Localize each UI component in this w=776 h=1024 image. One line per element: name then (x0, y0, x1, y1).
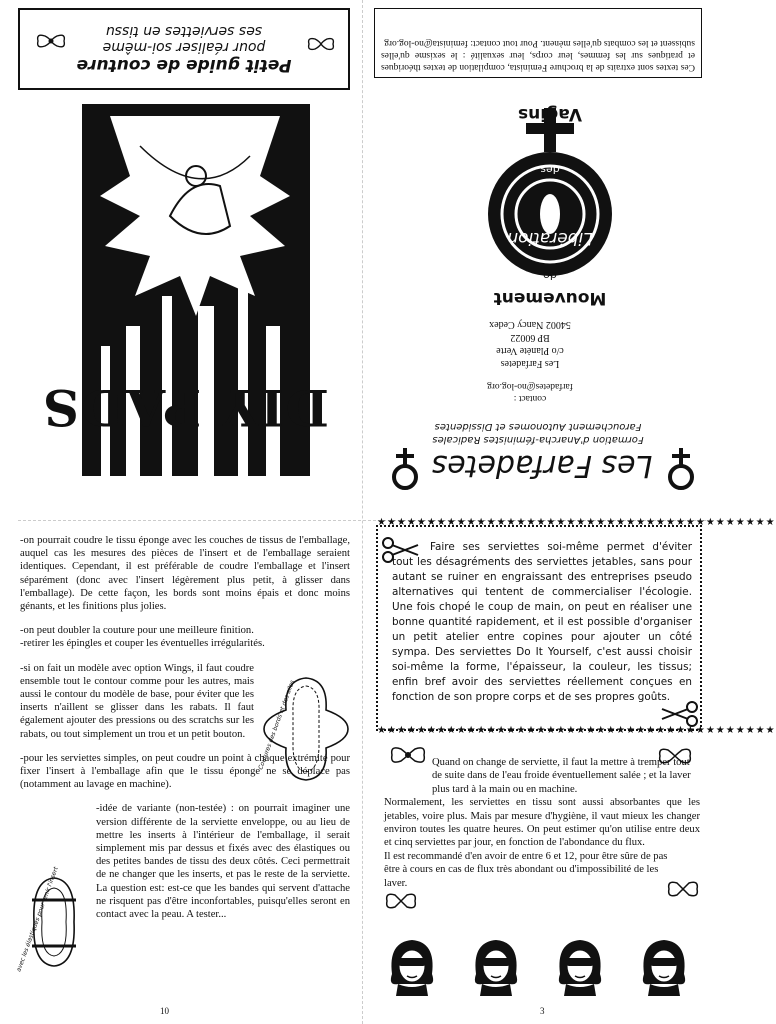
venus-symbol-icon (664, 446, 698, 494)
intro-paragraph: Faire ses serviettes soi-même permet d'éviter tout les désagréments des serviettes jetables, sans pour autant se ruiner en engraissant des entreprises pseudo alternatives qui tentent de commercialiser l'écologie. Une fois chopé le coup de main, on peut en réaliser une bonne quantité rapidement, et il est possible d'organiser un petit atelier entre copines pour ajouter un côté sympa. Des serviettes Do It Yourself, c'est aussi choisir soi-même la forme, l'épaisseur, la couleur, les tissus; enfin bref avoir des serviettes réellement conçues en fonction de son propre corps et de ses propres goûts. (392, 541, 692, 703)
paragraph: -retirer les épingles et couper les éventuelles irrégularités. (20, 638, 265, 650)
paragraph: -pour les serviettes simples, on peut coudre un point à chaque extrémité pour fixer l'insert à l'emballage afin que le tissu éponge ne se déplace pas (notamment au lavage en machine). (20, 752, 350, 791)
address-line: c/o Planète Verte (496, 345, 564, 356)
paragraph: Quand on change de serviette, il faut la mettre à tremper tout de suite dans de l'eau froide éventuellement salée ; et la laver plus tard à la main ou en machine. (432, 757, 691, 795)
mlv-logo (440, 84, 660, 324)
masked-woman-face-icon (470, 934, 522, 996)
address-line: Les Farfadetes (500, 358, 560, 369)
logo-word-4: des (540, 163, 560, 176)
star-border: ★★★★★★★★★★★★★★★★★★★★★★★★★★★★★★★★★★★★★★★★ (377, 517, 776, 528)
paragraph: -idée de variante (non-testée) : on pourrait imaginer une version différente de la serviette enveloppe, ou au lieu de mettre les inserts à l'intérieur de l'emballage, il serait simplement mis par dessus et fixés avec des élastiques ou des petites bandes de tissu des deux côtés. Ceci permettrait de ne changer que les inserts, et pas le reste de la serviette. La question est: est-ce que les bandes qui servent d'attache ne risquent pas d'être inconfortables, puisqu'elles seront en contact avec la peau. A tester... (96, 803, 350, 921)
masked-woman-face-icon (638, 934, 690, 996)
masked-woman-face-icon (554, 934, 606, 996)
paragraph: -on peut doubler la couture pour une meilleure finition. (20, 625, 254, 637)
logo-word-2: de (543, 269, 557, 282)
feminista-quote-box (374, 8, 702, 78)
contact-email: farfadetes@no-log.org (487, 381, 573, 391)
enveloppe-pad-drawing (14, 866, 94, 978)
subtitle-line: Formation d'Anarcha-féministes Radicales (432, 434, 644, 445)
contact-label: contact : (513, 393, 547, 403)
logo-word-1: Mouvement (493, 288, 607, 308)
guide-subtitle-1: pour réaliser soi-même (102, 39, 266, 55)
address-line: 54002 Nancy Cedex (489, 319, 571, 330)
address-line: BP 60022 (510, 332, 550, 343)
page-3-text (384, 756, 700, 890)
bow-icon (306, 34, 336, 54)
pad-annotation: Coutures des bords et des ailes (257, 679, 297, 771)
page-number: 3 (540, 1006, 545, 1016)
paragraph: Il est recommandé d'en avoir de entre 6 et 12, pour être sûre de pas être à cours en cas de flux très abondant ou d'impossibilité de les laver. (384, 850, 668, 889)
winged-pad-drawing (256, 670, 356, 788)
intro-box-text (392, 540, 692, 705)
logo-word-3: Libération (507, 228, 593, 248)
logo-word-5: Vagins (518, 104, 582, 124)
paragraph: -si on fait un modèle avec option Wings, il faut coudre ensemble tout le contour comme pour les autres, mais aussi le contour du modèle de base, pour éviter que les inserts n'aillent se glisser dans les rabats. Il faut également ajouter des pressions ou des scratchs sur les rabats, ou tout simplement un trou et un petit bouton. (20, 662, 254, 740)
bow-icon (34, 30, 68, 52)
venus-symbol-icon (388, 446, 422, 494)
farfadetes-subtitle (408, 420, 668, 446)
masked-woman-face-icon (386, 934, 438, 996)
bow-icon (384, 888, 418, 914)
subtitle-line: Farouchement Autonomes et Dissidentes (434, 421, 642, 432)
star-border: ★★★★★★★★★★★★★★★★★★★★★★★★★★★★★★★★★★★★★★★★ (377, 725, 776, 736)
paragraph: -on pourrait coudre le tissu éponge avec les couches de tissus de l'emballage, auquel cas les mesures des pièces de l'insert et de l'emballage seraient identiques. Cependant, il est préférable de coudre l'emballage et l'insert séparément (donc avec l'insert légèrement plus petit, à glisser dans l'emballage). De cette façon, les bords sont moins épais et donc moins génants, et les finitions plus jolies. (20, 535, 350, 613)
paragraph: Normalement, les serviettes en tissu sont aussi absorbantes que les jetables, voire plus. Mais par mesure d'hygiène, il vaut mieux les changer environ toutes les quatre heures. On peut estimer qu'on utilise entre deux et cinq serviettes par jour, en fonction de l'abondance du flux. (384, 797, 700, 849)
pad-annotation: avec les élastiques pour tenir l'insert (15, 865, 60, 973)
contact-block (430, 380, 630, 404)
guide-title: Petit guide de couture (76, 55, 292, 75)
diy-pads-title: DIY PADS (40, 378, 330, 437)
guide-subtitle-2: ses serviettes en tissu (105, 23, 263, 39)
postal-address (440, 318, 620, 370)
farfadetes-title: Les Farfadetes (431, 448, 653, 483)
fold-line-vertical (362, 0, 363, 1024)
feminista-quote: Ces textes sont extraits de la brochure Feminista, compilation de textes théoriques et pratiques sur les femmes, leur corps, leur sexualité : le sexisme qu'elles subissent et les combats qu'elles mènent. Pour tout contact: feminista@no-log.org (381, 38, 695, 72)
page-number: 10 (160, 1006, 169, 1016)
